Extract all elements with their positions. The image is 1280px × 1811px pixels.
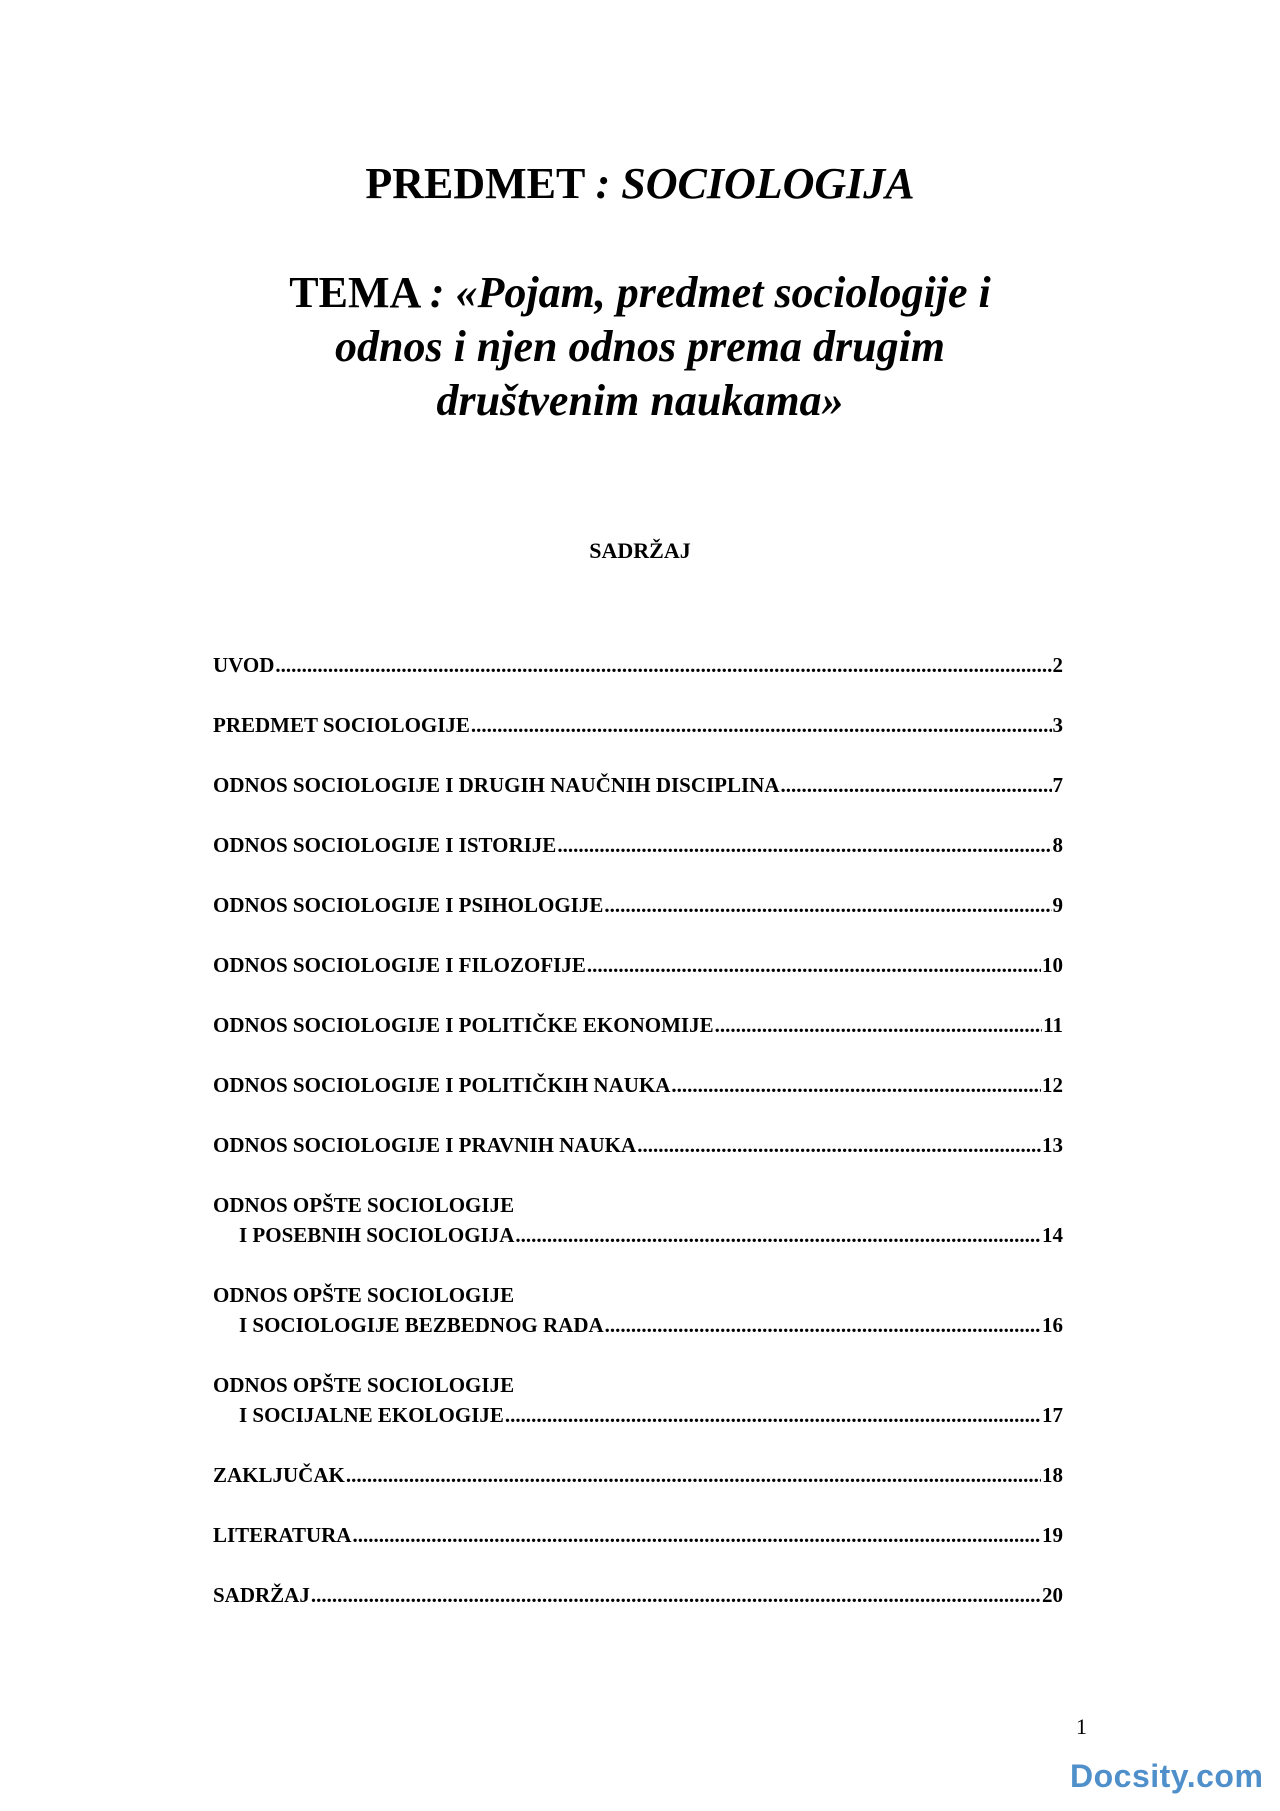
table-of-contents — [213, 650, 1063, 1640]
toc-entry-page: 11 — [1043, 1013, 1063, 1037]
subject-value: : SOCIOLOGIJA — [595, 159, 915, 208]
toc-entry-socijalne-ekologije[interactable] — [213, 1370, 1063, 1430]
theme-label: TEMA — [289, 268, 419, 317]
toc-entry-first-line: ODNOS OPŠTE SOCIOLOGIJE — [213, 1283, 515, 1307]
toc-entry-title: ODNOS SOCIOLOGIJE I DRUGIH NAUČNIH DISCIPLINA — [213, 773, 780, 797]
toc-entry-sadrzaj[interactable] — [213, 1580, 1063, 1610]
toc-entry-page: 20 — [1042, 1583, 1063, 1607]
toc-entry-bezbednog-rada[interactable] — [213, 1280, 1063, 1340]
dot-leader — [515, 1220, 1041, 1250]
toc-entry-page: 7 — [1052, 773, 1063, 797]
toc-entry-page: 9 — [1052, 893, 1063, 917]
toc-entry-page: 12 — [1042, 1073, 1063, 1097]
toc-entry-uvod[interactable] — [213, 650, 1063, 680]
dot-leader — [275, 650, 1051, 680]
toc-entry-zakljucak[interactable] — [213, 1460, 1063, 1490]
docsity-watermark[interactable]: Docsity.com — [1070, 1758, 1264, 1794]
theme-line-1 — [200, 266, 1080, 320]
toc-entry-posebnih-sociologija[interactable] — [213, 1190, 1063, 1250]
subject-label: PREDMET — [365, 159, 585, 208]
toc-entry-psihologije[interactable] — [213, 890, 1063, 920]
dot-leader — [781, 770, 1052, 800]
toc-entry-title: ODNOS SOCIOLOGIJE I PRAVNIH NAUKA — [213, 1133, 637, 1157]
subject-heading — [0, 156, 1280, 212]
toc-entry-pravnih-nauka[interactable] — [213, 1130, 1063, 1160]
toc-entry-politicke-ekonomije[interactable] — [213, 1010, 1063, 1040]
toc-entry-title: I SOCIJALNE EKOLOGIJE — [239, 1403, 504, 1427]
page-number: 1 — [1076, 1714, 1087, 1739]
dot-leader — [471, 710, 1052, 740]
toc-entry-predmet-sociologije[interactable] — [213, 710, 1063, 740]
toc-entry-title: ODNOS SOCIOLOGIJE I POLITIČKE EKONOMIJE — [213, 1013, 714, 1037]
toc-heading: SADRŽAJ — [589, 538, 691, 563]
toc-entry-drugih-naucnih-disciplina[interactable] — [213, 770, 1063, 800]
dot-leader — [557, 830, 1051, 860]
toc-entry-filozofije[interactable] — [213, 950, 1063, 980]
dot-leader — [505, 1400, 1041, 1430]
toc-entry-title: UVOD — [213, 653, 275, 677]
toc-entry-title: PREDMET SOCIOLOGIJE — [213, 713, 470, 737]
dot-leader — [604, 890, 1051, 920]
toc-entry-title: ODNOS SOCIOLOGIJE I ISTORIJE — [213, 833, 557, 857]
dot-leader — [671, 1070, 1041, 1100]
theme-heading — [200, 266, 1080, 428]
toc-entry-politickih-nauka[interactable] — [213, 1070, 1063, 1100]
toc-entry-page: 3 — [1052, 713, 1063, 737]
theme-text-2: odnos i njen odnos prema drugim — [334, 322, 946, 371]
toc-entry-title: ODNOS SOCIOLOGIJE I POLITIČKIH NAUKA — [213, 1073, 671, 1097]
toc-entry-title: SADRŽAJ — [213, 1583, 310, 1607]
toc-entry-page: 13 — [1042, 1133, 1063, 1157]
dot-leader — [605, 1310, 1041, 1340]
dot-leader — [346, 1460, 1041, 1490]
toc-entry-istorije[interactable] — [213, 830, 1063, 860]
toc-entry-page: 16 — [1042, 1313, 1063, 1337]
dot-leader — [637, 1130, 1041, 1160]
toc-entry-title: ZAKLJUČAK — [213, 1463, 345, 1487]
dot-leader — [587, 950, 1041, 980]
toc-entry-first-line: ODNOS OPŠTE SOCIOLOGIJE — [213, 1193, 515, 1217]
toc-entry-page: 14 — [1042, 1223, 1063, 1247]
dot-leader — [715, 1010, 1043, 1040]
toc-entry-page: 2 — [1052, 653, 1063, 677]
toc-entry-page: 10 — [1042, 953, 1063, 977]
theme-text-1: : «Pojam, predmet sociologije i — [429, 268, 991, 317]
toc-entry-page: 18 — [1042, 1463, 1063, 1487]
theme-text-3: društvenim naukama» — [436, 376, 844, 425]
toc-entry-page: 17 — [1042, 1403, 1063, 1427]
toc-entry-title: I POSEBNIH SOCIOLOGIJA — [239, 1223, 515, 1247]
toc-entry-title: ODNOS SOCIOLOGIJE I PSIHOLOGIJE — [213, 893, 604, 917]
toc-entry-first-line: ODNOS OPŠTE SOCIOLOGIJE — [213, 1373, 515, 1397]
toc-entry-title: LITERATURA — [213, 1523, 352, 1547]
toc-entry-title: I SOCIOLOGIJE BEZBEDNOG RADA — [239, 1313, 604, 1337]
toc-entry-title: ODNOS SOCIOLOGIJE I FILOZOFIJE — [213, 953, 586, 977]
dot-leader — [352, 1520, 1041, 1550]
toc-entry-page: 19 — [1042, 1523, 1063, 1547]
toc-entry-literatura[interactable] — [213, 1520, 1063, 1550]
toc-entry-page: 8 — [1052, 833, 1063, 857]
dot-leader — [311, 1580, 1041, 1610]
